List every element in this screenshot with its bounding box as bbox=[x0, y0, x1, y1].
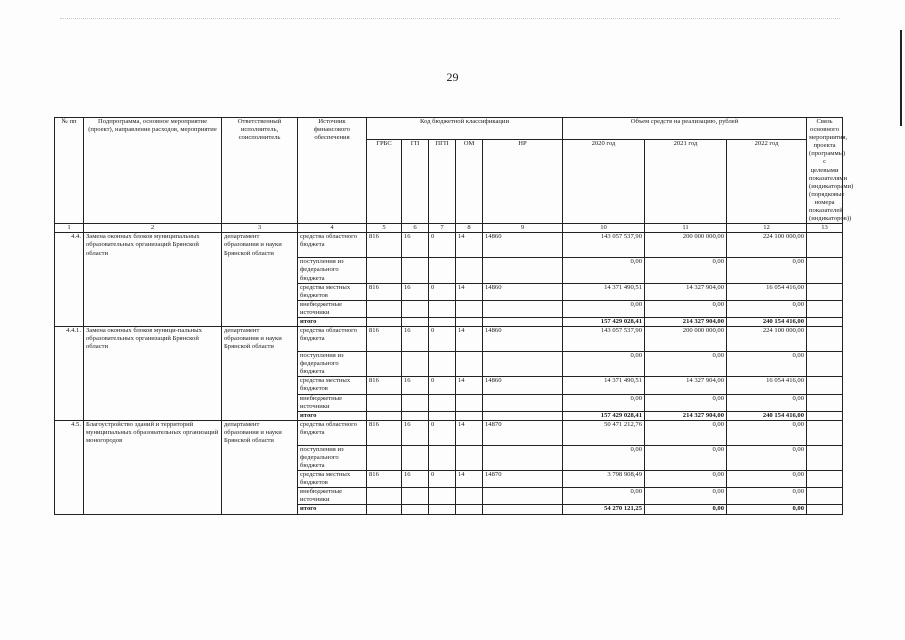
code-pgp: 0 bbox=[429, 233, 456, 258]
indicator-link bbox=[807, 352, 843, 377]
code-pgp: 0 bbox=[429, 420, 456, 445]
header-nr: НР bbox=[483, 139, 563, 224]
amount-2022: 240 154 416,00 bbox=[727, 411, 807, 420]
code-nr: 14870 bbox=[483, 471, 563, 488]
column-number: 10 bbox=[563, 224, 645, 233]
code-pgp bbox=[429, 411, 456, 420]
funding-source: поступления из федерального бюджета bbox=[298, 258, 367, 283]
code-pgp bbox=[429, 258, 456, 283]
column-number: 5 bbox=[367, 224, 402, 233]
column-number: 9 bbox=[483, 224, 563, 233]
code-pgp bbox=[429, 488, 456, 505]
column-number: 12 bbox=[727, 224, 807, 233]
code-gp: 16 bbox=[402, 420, 429, 445]
code-nr bbox=[483, 505, 563, 514]
funding-source: средства местных бюджетов bbox=[298, 377, 367, 394]
code-grbs: 816 bbox=[367, 327, 402, 352]
amount-2022: 0,00 bbox=[727, 471, 807, 488]
amount-2021: 214 327 904,00 bbox=[645, 411, 727, 420]
funding-source: внебюджетные источники bbox=[298, 394, 367, 411]
amount-2022: 0,00 bbox=[727, 258, 807, 283]
header-number: № пп bbox=[55, 118, 84, 224]
executor: департамент образования и науки Брянской области bbox=[222, 233, 298, 327]
indicator-link bbox=[807, 300, 843, 317]
amount-2020: 50 471 212,76 bbox=[563, 420, 645, 445]
row-number: 4.4.1. bbox=[55, 327, 84, 421]
amount-2021: 0,00 bbox=[645, 505, 727, 514]
header-executor: Ответственный исполнитель, соисполнитель bbox=[222, 118, 298, 224]
amount-2021: 0,00 bbox=[645, 258, 727, 283]
code-om: 14 bbox=[456, 233, 483, 258]
column-number: 13 bbox=[807, 224, 843, 233]
code-gp bbox=[402, 488, 429, 505]
code-grbs: 816 bbox=[367, 471, 402, 488]
code-nr bbox=[483, 394, 563, 411]
header-grbs: ГРБС bbox=[367, 139, 402, 224]
funding-source: средства областного бюджета bbox=[298, 233, 367, 258]
indicator-link bbox=[807, 258, 843, 283]
funding-source: средства областного бюджета bbox=[298, 420, 367, 445]
code-om: 14 bbox=[456, 327, 483, 352]
code-gp: 16 bbox=[402, 233, 429, 258]
indicator-link bbox=[807, 317, 843, 326]
funding-source: итого bbox=[298, 505, 367, 514]
amount-2022: 0,00 bbox=[727, 505, 807, 514]
table-row bbox=[55, 420, 843, 445]
amount-2021: 214 327 904,00 bbox=[645, 317, 727, 326]
activity-name: Замена оконных блоков муници-пальных образовательных организаций Брянской области bbox=[84, 327, 222, 421]
code-grbs bbox=[367, 445, 402, 470]
amount-2022: 224 100 000,00 bbox=[727, 327, 807, 352]
amount-2022: 16 054 416,00 bbox=[727, 283, 807, 300]
column-number: 6 bbox=[402, 224, 429, 233]
amount-2021: 200 000 000,00 bbox=[645, 327, 727, 352]
amount-2022: 0,00 bbox=[727, 445, 807, 470]
amount-2020: 0,00 bbox=[563, 300, 645, 317]
amount-2021: 200 000 000,00 bbox=[645, 233, 727, 258]
indicator-link bbox=[807, 411, 843, 420]
budget-table bbox=[54, 117, 854, 515]
header-year-2020: 2020 год bbox=[563, 139, 645, 224]
amount-2021: 0,00 bbox=[645, 394, 727, 411]
header-indicators: Связь основного мероприятия, проекта (программы) с целевыми показателями (индикаторами) (порядковые номера показателей (индикаторов)) bbox=[807, 118, 843, 224]
amount-2020: 3 798 908,49 bbox=[563, 471, 645, 488]
code-pgp bbox=[429, 300, 456, 317]
activity-name: Благоустройство зданий и территорий муниципальных образовательных организаций моногородов bbox=[84, 420, 222, 514]
amount-2022: 0,00 bbox=[727, 394, 807, 411]
code-gp: 16 bbox=[402, 471, 429, 488]
amount-2022: 0,00 bbox=[727, 352, 807, 377]
code-gp bbox=[402, 394, 429, 411]
code-gp bbox=[402, 300, 429, 317]
code-grbs: 816 bbox=[367, 233, 402, 258]
executor: департамент образования и науки Брянской области bbox=[222, 327, 298, 421]
amount-2020: 14 371 490,51 bbox=[563, 377, 645, 394]
code-om bbox=[456, 258, 483, 283]
funding-source: средства местных бюджетов bbox=[298, 283, 367, 300]
amount-2022: 240 154 416,00 bbox=[727, 317, 807, 326]
table-row bbox=[55, 327, 843, 352]
amount-2021: 0,00 bbox=[645, 445, 727, 470]
code-grbs bbox=[367, 505, 402, 514]
code-nr bbox=[483, 411, 563, 420]
amount-2020: 0,00 bbox=[563, 352, 645, 377]
code-gp: 16 bbox=[402, 283, 429, 300]
code-pgp bbox=[429, 505, 456, 514]
amount-2020: 157 429 028,41 bbox=[563, 317, 645, 326]
header-year-2022: 2022 год bbox=[727, 139, 807, 224]
code-gp: 16 bbox=[402, 327, 429, 352]
code-gp bbox=[402, 352, 429, 377]
amount-2022: 224 100 000,00 bbox=[727, 233, 807, 258]
code-om bbox=[456, 505, 483, 514]
column-number: 3 bbox=[222, 224, 298, 233]
amount-2022: 0,00 bbox=[727, 420, 807, 445]
row-number: 4.5. bbox=[55, 420, 84, 514]
code-grbs bbox=[367, 352, 402, 377]
amount-2021: 0,00 bbox=[645, 488, 727, 505]
amount-2022: 0,00 bbox=[727, 488, 807, 505]
amount-2020: 0,00 bbox=[563, 488, 645, 505]
amount-2021: 0,00 bbox=[645, 352, 727, 377]
code-om: 14 bbox=[456, 377, 483, 394]
code-gp bbox=[402, 411, 429, 420]
table-row bbox=[55, 233, 843, 258]
indicator-link bbox=[807, 420, 843, 445]
code-nr bbox=[483, 352, 563, 377]
header-om: ОМ bbox=[456, 139, 483, 224]
header-gp: ГП bbox=[402, 139, 429, 224]
code-grbs bbox=[367, 394, 402, 411]
row-number: 4.4. bbox=[55, 233, 84, 327]
amount-2020: 0,00 bbox=[563, 445, 645, 470]
code-pgp bbox=[429, 445, 456, 470]
code-nr: 14860 bbox=[483, 283, 563, 300]
page-number: 29 bbox=[446, 70, 459, 84]
column-number-row bbox=[55, 224, 843, 233]
code-om bbox=[456, 411, 483, 420]
code-pgp bbox=[429, 394, 456, 411]
code-pgp: 0 bbox=[429, 327, 456, 352]
indicator-link bbox=[807, 488, 843, 505]
code-grbs: 816 bbox=[367, 420, 402, 445]
indicator-link bbox=[807, 394, 843, 411]
executor: департамент образования и науки Брянской области bbox=[222, 420, 298, 514]
code-nr: 14860 bbox=[483, 377, 563, 394]
funding-source: итого bbox=[298, 317, 367, 326]
code-nr bbox=[483, 258, 563, 283]
funding-source: итого bbox=[298, 411, 367, 420]
code-gp bbox=[402, 505, 429, 514]
code-gp: 16 bbox=[402, 377, 429, 394]
amount-2022: 0,00 bbox=[727, 300, 807, 317]
column-number: 4 bbox=[298, 224, 367, 233]
amount-2020: 54 270 121,25 bbox=[563, 505, 645, 514]
header-row bbox=[55, 118, 843, 140]
amount-2021: 14 327 904,00 bbox=[645, 283, 727, 300]
code-pgp bbox=[429, 352, 456, 377]
header-program: Подпрограмма, основное мероприятие (проект), направление расходов, мероприятие bbox=[84, 118, 222, 224]
header-pgp: ПГП bbox=[429, 139, 456, 224]
header-source: Источник финансового обеспечения bbox=[298, 118, 367, 224]
code-om bbox=[456, 445, 483, 470]
code-om bbox=[456, 488, 483, 505]
code-om bbox=[456, 352, 483, 377]
amount-2022: 16 054 416,00 bbox=[727, 377, 807, 394]
code-grbs bbox=[367, 300, 402, 317]
activity-name: Замена оконных блоков муниципальных образовательных организаций Брянской области bbox=[84, 233, 222, 327]
indicator-link bbox=[807, 327, 843, 352]
code-nr bbox=[483, 317, 563, 326]
funding-source: средства областного бюджета bbox=[298, 327, 367, 352]
indicator-link bbox=[807, 471, 843, 488]
indicator-link bbox=[807, 283, 843, 300]
code-nr bbox=[483, 488, 563, 505]
amount-2020: 157 429 028,41 bbox=[563, 411, 645, 420]
column-number: 1 bbox=[55, 224, 84, 233]
indicator-link bbox=[807, 377, 843, 394]
code-grbs bbox=[367, 488, 402, 505]
code-grbs: 816 bbox=[367, 283, 402, 300]
amount-2021: 0,00 bbox=[645, 420, 727, 445]
column-number: 7 bbox=[429, 224, 456, 233]
code-om: 14 bbox=[456, 471, 483, 488]
code-pgp: 0 bbox=[429, 283, 456, 300]
header-year-2021: 2021 год bbox=[645, 139, 727, 224]
code-pgp: 0 bbox=[429, 471, 456, 488]
code-nr bbox=[483, 300, 563, 317]
amount-2020: 143 057 537,90 bbox=[563, 327, 645, 352]
column-number: 2 bbox=[84, 224, 222, 233]
funding-source: поступления из федерального бюджета bbox=[298, 352, 367, 377]
code-nr: 14860 bbox=[483, 233, 563, 258]
code-om bbox=[456, 300, 483, 317]
header-budget-code: Код бюджетной классификации bbox=[367, 118, 563, 140]
header-volume: Объем средств на реализацию, рублей bbox=[563, 118, 807, 140]
code-nr: 14860 bbox=[483, 327, 563, 352]
code-nr bbox=[483, 445, 563, 470]
amount-2020: 14 371 490,51 bbox=[563, 283, 645, 300]
code-grbs bbox=[367, 317, 402, 326]
amount-2021: 0,00 bbox=[645, 471, 727, 488]
indicator-link bbox=[807, 445, 843, 470]
column-number: 11 bbox=[645, 224, 727, 233]
funding-source: поступления из федерального бюджета bbox=[298, 445, 367, 470]
column-number: 8 bbox=[456, 224, 483, 233]
amount-2020: 143 057 537,90 bbox=[563, 233, 645, 258]
code-pgp bbox=[429, 317, 456, 326]
code-gp bbox=[402, 258, 429, 283]
amount-2020: 0,00 bbox=[563, 258, 645, 283]
code-om: 14 bbox=[456, 283, 483, 300]
code-grbs bbox=[367, 258, 402, 283]
code-om bbox=[456, 394, 483, 411]
funding-source: средства местных бюджетов bbox=[298, 471, 367, 488]
funding-source: внебюджетные источники bbox=[298, 488, 367, 505]
amount-2020: 0,00 bbox=[563, 394, 645, 411]
code-nr: 14870 bbox=[483, 420, 563, 445]
amount-2021: 0,00 bbox=[645, 300, 727, 317]
code-gp bbox=[402, 317, 429, 326]
funding-source: внебюджетные источники bbox=[298, 300, 367, 317]
code-om bbox=[456, 317, 483, 326]
indicator-link bbox=[807, 233, 843, 258]
amount-2021: 14 327 904,00 bbox=[645, 377, 727, 394]
code-pgp: 0 bbox=[429, 377, 456, 394]
code-om: 14 bbox=[456, 420, 483, 445]
indicator-link bbox=[807, 505, 843, 514]
code-grbs bbox=[367, 411, 402, 420]
scan-artifact-line bbox=[60, 18, 840, 19]
code-grbs: 816 bbox=[367, 377, 402, 394]
code-gp bbox=[402, 445, 429, 470]
